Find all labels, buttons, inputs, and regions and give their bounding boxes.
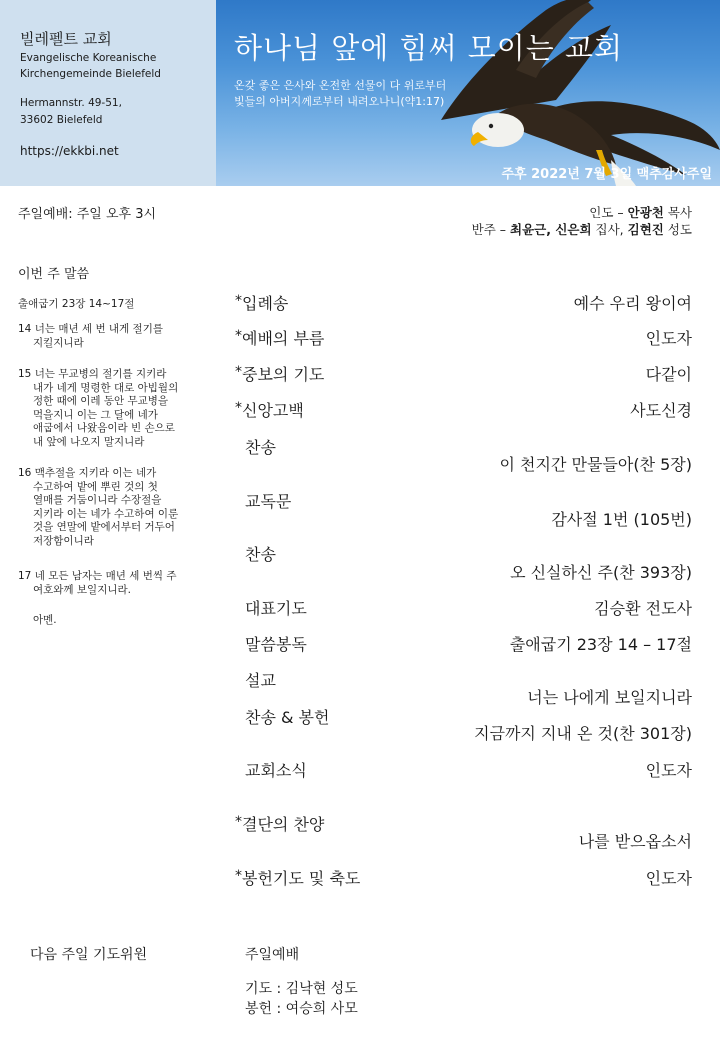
scripture-reference: 출애굽기 23장 14~17절 <box>18 298 135 310</box>
verse-text: 저장함이니라 <box>33 534 94 547</box>
order-item-label <box>235 812 324 835</box>
order-item-label <box>245 705 329 728</box>
accomp-mid: 집사, <box>591 222 628 237</box>
leader-title: 목사 <box>663 205 692 220</box>
scripture-verse-line <box>18 323 218 337</box>
verse-text: 정한 때에 이레 동안 무교병을 <box>33 395 169 407</box>
scripture-verse <box>18 323 218 350</box>
service-accompanist <box>472 220 692 238</box>
order-item-label-text: 봉헌기도 및 축도 <box>242 869 361 888</box>
order-item-value: 출애굽기 23장 14 – 17절 <box>509 635 692 654</box>
order-item-value: 다같이 <box>645 365 692 384</box>
bulletin-date: 주후 2022년 7월 3일 맥추감사주일 <box>501 167 712 182</box>
order-item-label-text: 결단의 찬양 <box>242 815 325 834</box>
leader-prefix: 인도 – <box>589 205 628 220</box>
church-info-panel <box>0 0 216 186</box>
church-address <box>20 95 122 129</box>
order-item-label-text: 설교 <box>245 671 276 690</box>
standing-marker: * <box>235 868 242 884</box>
order-item-label <box>245 596 307 619</box>
verse-text: 여호와께 보일지니라. <box>33 583 131 596</box>
standing-marker: * <box>235 364 242 380</box>
order-item-value: 나를 받으옵소서 <box>578 832 692 851</box>
verse-text: 너는 무교병의 절기를 지키라 <box>34 368 167 380</box>
order-item-value: 예수 우리 왕이여 <box>573 294 692 313</box>
verse-text: 너는 매년 세 번 내게 절기를 <box>34 323 163 335</box>
order-item-value: 인도자 <box>645 761 692 780</box>
order-item-label-text: 찬송 <box>245 438 276 457</box>
next-week-offering: 봉헌 : 여승희 사모 <box>245 1001 358 1017</box>
church-name-german-line1: Evangelische Koreanische <box>20 52 157 64</box>
order-item-label <box>245 632 307 655</box>
order-item-label <box>235 866 360 889</box>
order-item-label-text: 교독문 <box>245 492 292 511</box>
verse-number: 14 <box>18 323 32 335</box>
scripture-verse-line <box>18 508 218 522</box>
verse-text: 네 모든 남자는 매년 세 번씩 주 <box>34 570 177 582</box>
church-name-german <box>20 50 161 82</box>
accomp-name2: 김현진 <box>627 222 664 237</box>
verse-text: 지키라 이는 네가 수고하여 이룬 <box>33 507 179 520</box>
verse-text: 애굽에서 나왔음이라 빈 손으로 <box>33 422 175 434</box>
order-item-label <box>245 758 307 781</box>
verse-number: 15 <box>18 368 32 380</box>
leader-name: 안광천 <box>627 205 664 220</box>
standing-marker: * <box>235 814 242 830</box>
scripture-verse <box>18 368 218 449</box>
verse-text: 수고하여 밭에 뿌린 것의 첫 <box>33 480 158 493</box>
accomp-title2: 성도 <box>663 222 692 237</box>
scripture-verse-line <box>18 382 218 396</box>
verse-text: 내가 네게 명령한 대로 아빕월의 <box>33 381 179 394</box>
scripture-verse-line <box>18 409 218 423</box>
scripture-verse-line <box>18 436 218 450</box>
church-name-german-line2: Kirchengemeinde Bielefeld <box>20 68 161 80</box>
scripture-verse-line <box>18 494 218 508</box>
order-item-label-text: 찬송 <box>245 545 276 564</box>
order-item-label <box>235 326 324 349</box>
order-item-value: 사도신경 <box>630 401 692 420</box>
verse-text: 열매를 거둠이니라 수장절을 <box>33 494 162 506</box>
scripture-verse-line <box>18 337 218 351</box>
order-item-label <box>245 668 276 691</box>
scripture-verse-line <box>18 395 218 409</box>
scripture-section-title: 이번 주 말씀 <box>18 267 90 282</box>
scripture-verse-line <box>18 422 218 436</box>
scripture-verse-line <box>18 368 218 382</box>
accomp-prefix: 반주 – <box>471 222 510 237</box>
order-item-label <box>245 435 276 458</box>
scripture-verse-line <box>18 570 218 584</box>
verse-text: 것을 연말에 밭에서부터 거두어 <box>33 521 175 533</box>
banner-verse-line2: 빛들의 아버지께로부터 내려오나니(약1:17) <box>234 95 445 108</box>
scripture-verse-line <box>18 584 218 598</box>
order-item-value: 지금까지 지내 온 것(찬 301장) <box>474 724 692 743</box>
order-item-value: 감사절 1번 (105번) <box>551 510 692 529</box>
church-website-link[interactable]: https://ekkbi.net <box>20 144 119 158</box>
order-item-label-text: 입례송 <box>242 294 289 313</box>
verse-text: 지킬지니라 <box>33 336 84 349</box>
order-item-label <box>235 362 324 385</box>
order-item-value: 인도자 <box>645 329 692 348</box>
address-line2: 33602 Bielefeld <box>20 114 103 126</box>
scripture-verse <box>18 570 218 597</box>
order-item-label-text: 찬송 & 봉헌 <box>245 708 330 727</box>
order-item-label-text: 대표기도 <box>245 599 307 618</box>
order-item-value: 이 천지간 만물들아(찬 5장) <box>499 455 692 474</box>
next-week-service-title: 주일예배 <box>245 947 300 963</box>
order-item-label-text: 중보의 기도 <box>242 365 325 384</box>
scripture-verse-line <box>18 467 218 481</box>
address-line1: Hermannstr. 49-51, <box>20 97 122 109</box>
standing-marker: * <box>235 400 242 416</box>
verse-text: 내 앞에 나오지 말지니라 <box>33 435 145 448</box>
order-item-label <box>235 398 304 421</box>
scripture-verse-line <box>18 521 218 535</box>
order-item-label-text: 교회소식 <box>245 761 307 780</box>
verse-number: 17 <box>18 570 32 582</box>
worship-time: 주일예배: 주일 오후 3시 <box>18 207 157 222</box>
accomp-names: 최윤근, 신은희 <box>510 222 592 237</box>
scripture-amen: 아멘. <box>33 614 57 626</box>
next-week-prayer: 기도 : 김낙현 성도 <box>245 981 358 997</box>
next-week-prayer-title: 다음 주일 기도위원 <box>30 947 148 963</box>
order-item-value: 김승환 전도사 <box>594 599 692 618</box>
order-item-label <box>245 489 291 512</box>
verse-number: 16 <box>18 467 32 479</box>
order-item-label-text: 신앙고백 <box>242 401 304 420</box>
scripture-verse-line <box>18 481 218 495</box>
scripture-verse-line <box>18 535 218 549</box>
order-item-label <box>235 291 288 314</box>
order-item-value: 인도자 <box>645 869 692 888</box>
scripture-verse <box>18 467 218 548</box>
order-item-value: 오 신실하신 주(찬 393장) <box>510 563 692 582</box>
standing-marker: * <box>235 293 242 309</box>
banner-title: 하나님 앞에 힘써 모이는 교회 <box>234 31 624 65</box>
order-item-label <box>245 542 276 565</box>
order-item-label-text: 말씀봉독 <box>245 635 307 654</box>
church-name: 빌레펠트 교회 <box>20 30 112 48</box>
order-item-value: 너는 나에게 보일지니라 <box>527 688 692 707</box>
service-leader <box>589 203 692 221</box>
order-item-label-text: 예배의 부름 <box>242 329 325 348</box>
header-banner <box>216 0 720 186</box>
verse-text: 먹을지니 이는 그 달에 네가 <box>33 408 158 421</box>
standing-marker: * <box>235 328 242 344</box>
banner-verse-line1: 온갖 좋은 은사와 온전한 선물이 다 위로부터 <box>234 79 447 92</box>
verse-text: 맥추절을 지키라 이는 네가 <box>34 467 157 479</box>
